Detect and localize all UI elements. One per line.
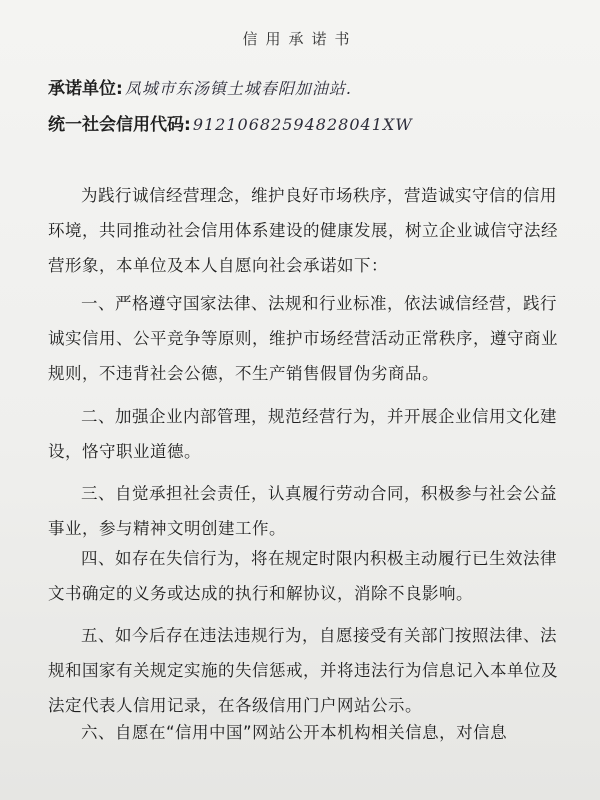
credit-code-handwritten-value: 91210682594828041XW [192, 115, 413, 134]
paragraph-item-1: 一、严格遵守国家法律、法规和行业标准，依法诚信经营，践行诚实信用、公平竞争等原则，维护市场经营活动正常秩序，遵守商业规则，不违背社会公德，不生产销售假冒伪劣商品。 [48, 294, 558, 383]
paragraph-item-4: 四、如存在失信行为，将在规定时限内积极主动履行已生效法律文书确定的义务或达成的执行和解协议，消除不良影响。 [48, 549, 557, 603]
document-title: 信用承诺书 [242, 30, 358, 48]
commitment-unit-field [48, 74, 352, 99]
credit-code-label: 统一社会信用代码: [48, 115, 191, 135]
unit-label: 承诺单位: [48, 79, 123, 99]
credit-code-field [48, 110, 413, 135]
paragraph-intro: 为践行诚信经营理念，维护良好市场秩序，营造诚实守信的信用环境，共同推动社会信用体系建设的健康发展，树立企业诚信守法经营形象，本单位及本人自愿向社会承诺如下： [48, 186, 558, 275]
unit-handwritten-value: 凤城市东汤镇土城春阳加油站. [124, 79, 352, 98]
paragraph-item-6: 六、自愿在“信用中国”网站公开本机构相关信息，对信息 [81, 723, 508, 742]
paragraph-item-3: 三、自觉承担社会责任，认真履行劳动合同，积极参与社会公益事业，参与精神文明创建工作。 [48, 484, 557, 538]
paragraph-item-5: 五、如今后存在违法违规行为，自愿接受有关部门按照法律、法规和国家有关规定实施的失信惩戒，并将违法行为信息记入本单位及法定代表人信用记录，在各级信用门户网站公示。 [48, 626, 558, 715]
paragraph-item-2: 二、加强企业内部管理，规范经营行为，并开展企业信用文化建设，恪守职业道德。 [48, 407, 557, 461]
